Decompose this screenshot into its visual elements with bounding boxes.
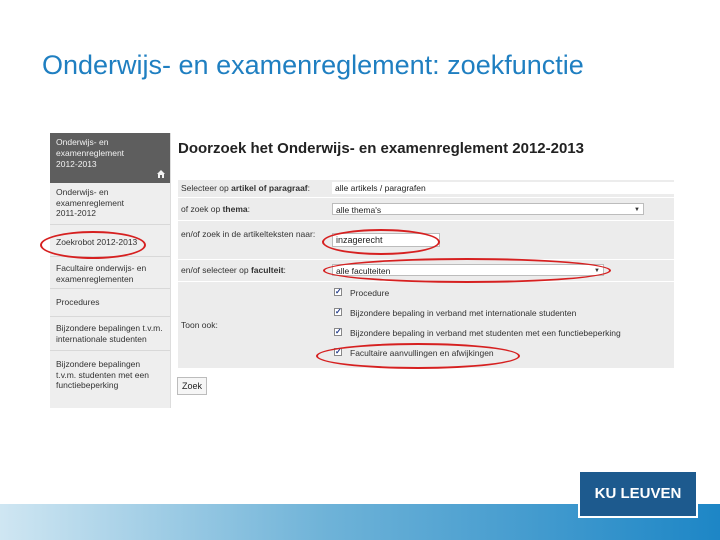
sidebar-item-oer-2011[interactable] bbox=[50, 187, 170, 225]
theme-select-value: alle thema's bbox=[336, 205, 382, 215]
checkbox-procedure-label: Procedure bbox=[350, 288, 390, 298]
sidebar-item-label: Bijzondere bepalingen t.v.m. studenten met een functiebeperking bbox=[56, 359, 149, 390]
search-page-title: Doorzoek het Onderwijs- en examenreglement 2012-2013 bbox=[178, 140, 584, 157]
faculty-label-post: : bbox=[283, 265, 286, 275]
theme-select[interactable] bbox=[332, 203, 644, 215]
sidebar-header[interactable] bbox=[50, 133, 170, 183]
theme-label-bold: thema bbox=[222, 204, 248, 214]
sidebar-item-label: Facultaire onderwijs- en examenreglementen bbox=[56, 263, 147, 284]
sidebar-item-procedures[interactable] bbox=[50, 297, 170, 317]
checkbox-internationale[interactable]: ✓ bbox=[335, 307, 342, 316]
text-search-value: inzagerecht bbox=[336, 235, 383, 245]
article-select[interactable] bbox=[332, 182, 674, 194]
theme-label-post: : bbox=[247, 204, 251, 214]
annotation-circle-faculty bbox=[323, 258, 611, 283]
row-article bbox=[178, 180, 674, 198]
sidebar-header-label: Onderwijs- en examenreglement 2012-2013 bbox=[56, 137, 125, 169]
sidebar-item-label: Bijzondere bepalingen t.v.m. internationale studenten bbox=[56, 323, 163, 344]
checkbox-facultaire[interactable]: ✓ bbox=[335, 347, 342, 356]
sidebar-item-facultaire[interactable] bbox=[50, 263, 170, 289]
article-label bbox=[181, 183, 310, 193]
faculty-label bbox=[181, 265, 286, 275]
ku-leuven-logo: KU LEUVEN bbox=[578, 470, 698, 518]
article-label-bold: artikel of paragraaf bbox=[231, 183, 308, 193]
chevron-down-icon: ▼ bbox=[634, 207, 640, 213]
faculty-label-bold: faculteit bbox=[250, 265, 284, 275]
sidebar-item-label: Zoekrobot 2012-2013 bbox=[56, 237, 138, 247]
annotation-circle-facultaire bbox=[316, 343, 520, 369]
sidebar-item-internationale[interactable] bbox=[50, 323, 170, 351]
text-label: en/of zoek in de artikelteksten naar: bbox=[181, 229, 316, 239]
sidebar-item-functiebeperking[interactable] bbox=[50, 359, 170, 395]
chevron-down-icon: ▼ bbox=[594, 268, 600, 274]
theme-label-pre: of zoek op bbox=[181, 204, 223, 214]
checkbox-functiebeperking[interactable]: ✓ bbox=[335, 327, 342, 336]
home-icon[interactable] bbox=[156, 169, 166, 179]
article-select-value: alle artikels / paragrafen bbox=[335, 183, 426, 193]
faculty-label-pre: en/of selecteer op bbox=[181, 265, 251, 275]
sidebar-item-label: Onderwijs- en examenreglement 2011-2012 bbox=[56, 187, 125, 218]
sidebar bbox=[50, 133, 171, 408]
theme-label bbox=[181, 204, 250, 214]
row-theme bbox=[178, 198, 674, 221]
slide-title: Onderwijs- en examenreglement: zoekfunctie bbox=[42, 50, 584, 80]
faculty-select-value: alle faculteiten bbox=[336, 266, 391, 276]
sidebar-item-label: Procedures bbox=[56, 297, 100, 307]
annotation-circle-zoekrobot bbox=[40, 231, 146, 259]
checkbox-facultaire-label: Facultaire aanvullingen en afwijkingen bbox=[350, 348, 494, 358]
annotation-circle-text-input bbox=[322, 229, 440, 255]
checkbox-procedure[interactable]: ✓ bbox=[335, 287, 342, 296]
checkbox-functiebeperking-label: Bijzondere bepaling in verband met studenten met een functiebeperking bbox=[350, 328, 621, 338]
article-label-pre: Selecteer op bbox=[181, 183, 232, 193]
search-screenshot bbox=[50, 133, 678, 410]
checkbox-internationale-label: Bijzondere bepaling in verband met internationale studenten bbox=[350, 308, 577, 318]
article-label-post: : bbox=[307, 183, 310, 193]
show-also-label: Toon ook: bbox=[181, 320, 218, 330]
search-button[interactable]: Zoek bbox=[177, 377, 207, 395]
